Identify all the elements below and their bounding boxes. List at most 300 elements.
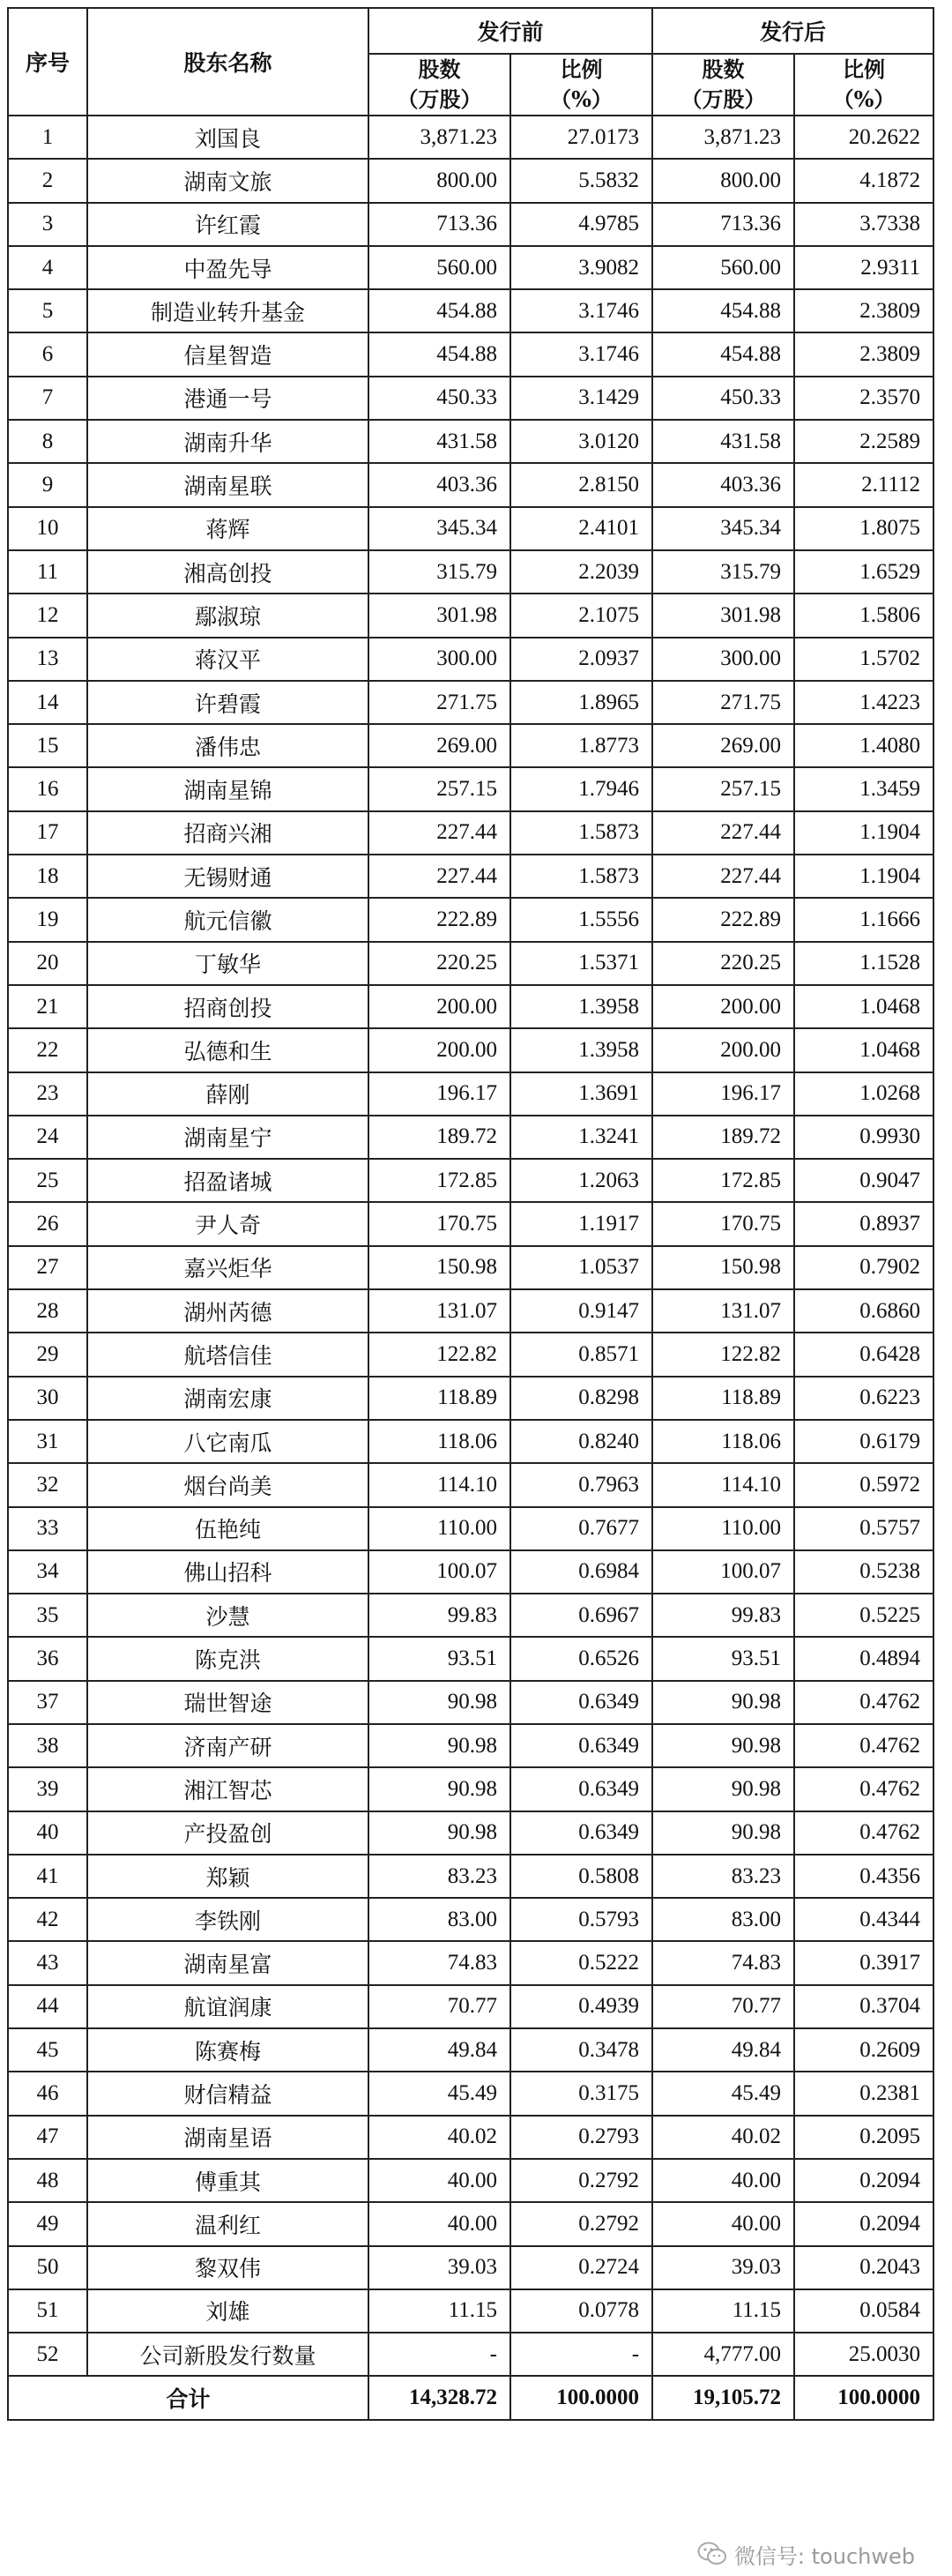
after-ratio: 0.9047 (794, 1159, 933, 1202)
after-ratio: 1.0468 (794, 1028, 933, 1071)
shareholder-name: 无锡财通 (87, 855, 368, 898)
after-ratio: 0.4356 (794, 1855, 933, 1898)
shareholder-name: 湖南星锦 (87, 767, 368, 810)
row-index: 19 (8, 898, 87, 941)
row-index: 35 (8, 1594, 87, 1637)
shareholder-name: 薛刚 (87, 1072, 368, 1116)
table-row (8, 550, 933, 594)
after-shares: 93.51 (652, 1637, 794, 1680)
before-shares: 800.00 (368, 159, 510, 202)
shareholder-name: 许红霞 (87, 203, 368, 246)
total-row (8, 2376, 933, 2420)
table-row (8, 1594, 933, 1637)
row-index: 1 (8, 116, 87, 159)
after-ratio: 0.6860 (794, 1289, 933, 1333)
table-row (8, 1289, 933, 1333)
after-ratio: 1.1904 (794, 855, 933, 898)
row-index: 14 (8, 681, 87, 724)
shareholder-name: 湖南星富 (87, 1941, 368, 1984)
shareholder-name: 烟台尚美 (87, 1463, 368, 1506)
row-index: 26 (8, 1202, 87, 1245)
after-ratio: 0.4344 (794, 1898, 933, 1941)
after-shares: 150.98 (652, 1246, 794, 1289)
after-shares: 301.98 (652, 594, 794, 637)
after-shares: 227.44 (652, 811, 794, 855)
table-row (8, 1463, 933, 1506)
wechat-icon (697, 2541, 727, 2567)
row-index: 10 (8, 507, 87, 550)
before-shares: 131.07 (368, 1289, 510, 1333)
after-ratio: 1.0468 (794, 985, 933, 1028)
row-index: 34 (8, 1550, 87, 1594)
before-shares: - (368, 2333, 510, 2376)
table-row (8, 1202, 933, 1245)
after-shares: 49.84 (652, 2028, 794, 2072)
header-after-shares (652, 54, 794, 116)
before-shares: 40.02 (368, 2116, 510, 2159)
before-shares: 454.88 (368, 289, 510, 332)
header-index: 序号 (8, 8, 87, 116)
before-ratio: 1.5556 (510, 898, 652, 941)
row-index: 8 (8, 420, 87, 463)
before-ratio: 0.5222 (510, 1941, 652, 1984)
after-ratio: 1.5806 (794, 594, 933, 637)
before-shares: 118.89 (368, 1377, 510, 1420)
before-ratio: 0.0778 (510, 2289, 652, 2333)
before-shares: 403.36 (368, 463, 510, 506)
table-row (8, 1246, 933, 1289)
table-row (8, 1941, 933, 1984)
after-ratio: 1.4080 (794, 724, 933, 767)
before-shares: 90.98 (368, 1724, 510, 1767)
after-ratio: 0.6223 (794, 1377, 933, 1420)
after-shares: 315.79 (652, 550, 794, 594)
after-shares: 90.98 (652, 1767, 794, 1811)
before-shares: 170.75 (368, 1202, 510, 1245)
after-ratio: 2.9311 (794, 246, 933, 289)
after-ratio: 0.2095 (794, 2116, 933, 2159)
table-row (8, 1637, 933, 1680)
before-shares: 90.98 (368, 1811, 510, 1855)
after-shares: 90.98 (652, 1724, 794, 1767)
after-shares: 40.00 (652, 2202, 794, 2245)
after-shares: 196.17 (652, 1072, 794, 1116)
row-index: 24 (8, 1116, 87, 1159)
before-shares: 90.98 (368, 1767, 510, 1811)
after-shares: 200.00 (652, 985, 794, 1028)
before-ratio: 1.2063 (510, 1159, 652, 1202)
row-index: 6 (8, 332, 87, 376)
before-ratio: 3.1746 (510, 289, 652, 332)
before-shares: 83.23 (368, 1855, 510, 1898)
table-row (8, 377, 933, 420)
after-ratio: 0.6428 (794, 1333, 933, 1376)
after-ratio: 0.4762 (794, 1811, 933, 1855)
shareholder-name: 刘雄 (87, 2289, 368, 2333)
row-index: 45 (8, 2028, 87, 2072)
after-shares: 3,871.23 (652, 116, 794, 159)
before-shares: 11.15 (368, 2289, 510, 2333)
header-ratio-label: 比例 (843, 56, 886, 82)
row-index: 27 (8, 1246, 87, 1289)
after-shares: 172.85 (652, 1159, 794, 1202)
table-row (8, 1028, 933, 1071)
after-ratio: 1.1904 (794, 811, 933, 855)
shareholder-name: 湖州芮德 (87, 1289, 368, 1333)
before-ratio: 2.2039 (510, 550, 652, 594)
after-shares: 83.23 (652, 1855, 794, 1898)
after-ratio: 0.3704 (794, 1985, 933, 2028)
header-after-ratio (794, 54, 933, 116)
table-row (8, 246, 933, 289)
table-row (8, 1072, 933, 1116)
table-row (8, 1550, 933, 1594)
shareholder-name: 陈克洪 (87, 1637, 368, 1680)
table-row (8, 1724, 933, 1767)
before-ratio: 2.8150 (510, 463, 652, 506)
table-row (8, 638, 933, 681)
before-shares: 189.72 (368, 1116, 510, 1159)
shareholder-name: 中盈先导 (87, 246, 368, 289)
shareholder-name: 招商兴湘 (87, 811, 368, 855)
table-row (8, 1377, 933, 1420)
watermark (697, 2538, 915, 2570)
before-shares: 99.83 (368, 1594, 510, 1637)
shareholder-name: 航谊润康 (87, 1985, 368, 2028)
after-shares: 220.25 (652, 942, 794, 985)
table-row (8, 1898, 933, 1941)
after-ratio: 0.3917 (794, 1941, 933, 1984)
after-ratio: 1.1528 (794, 942, 933, 985)
table-row (8, 2289, 933, 2333)
table-row (8, 2116, 933, 2159)
table-row (8, 2159, 933, 2202)
row-index: 17 (8, 811, 87, 855)
after-ratio: 20.2622 (794, 116, 933, 159)
after-shares: 200.00 (652, 1028, 794, 1071)
table-row (8, 2246, 933, 2289)
table-row (8, 1855, 933, 1898)
before-ratio: 1.3958 (510, 985, 652, 1028)
after-shares: 450.33 (652, 377, 794, 420)
table-row (8, 1507, 933, 1550)
after-ratio: 0.0584 (794, 2289, 933, 2333)
row-index: 23 (8, 1072, 87, 1116)
table-row (8, 463, 933, 506)
row-index: 15 (8, 724, 87, 767)
before-shares: 200.00 (368, 1028, 510, 1071)
before-shares: 315.79 (368, 550, 510, 594)
after-shares: 40.00 (652, 2159, 794, 2202)
after-shares: 131.07 (652, 1289, 794, 1333)
row-index: 5 (8, 289, 87, 332)
row-index: 18 (8, 855, 87, 898)
before-ratio: 1.3691 (510, 1072, 652, 1116)
before-ratio: 0.8240 (510, 1420, 652, 1463)
table-row (8, 985, 933, 1028)
table-row (8, 811, 933, 855)
after-shares: 110.00 (652, 1507, 794, 1550)
after-shares: 74.83 (652, 1941, 794, 1984)
row-index: 32 (8, 1463, 87, 1506)
shareholder-name: 弘德和生 (87, 1028, 368, 1071)
after-shares: 189.72 (652, 1116, 794, 1159)
shareholder-name: 伍艳纯 (87, 1507, 368, 1550)
row-index: 16 (8, 767, 87, 810)
row-index: 4 (8, 246, 87, 289)
row-index: 50 (8, 2246, 87, 2289)
row-index: 3 (8, 203, 87, 246)
before-shares: 227.44 (368, 855, 510, 898)
shareholder-name: 沙慧 (87, 1594, 368, 1637)
before-ratio: 3.9082 (510, 246, 652, 289)
row-index: 2 (8, 159, 87, 202)
before-ratio: 0.6984 (510, 1550, 652, 1594)
after-ratio: 0.4762 (794, 1767, 933, 1811)
table-row (8, 681, 933, 724)
table-row (8, 332, 933, 376)
shareholder-name: 湘江智芯 (87, 1767, 368, 1811)
header-shareholder-name: 股东名称 (87, 8, 368, 116)
before-shares: 200.00 (368, 985, 510, 1028)
before-shares: 3,871.23 (368, 116, 510, 159)
shareholder-name: 济南产研 (87, 1724, 368, 1767)
before-ratio: 1.1917 (510, 1202, 652, 1245)
shareholder-name: 佛山招科 (87, 1550, 368, 1594)
before-shares: 227.44 (368, 811, 510, 855)
row-index: 48 (8, 2159, 87, 2202)
after-shares: 118.06 (652, 1420, 794, 1463)
table-row (8, 1767, 933, 1811)
after-ratio: 0.4762 (794, 1681, 933, 1724)
shareholder-name: 湘高创投 (87, 550, 368, 594)
before-shares: 90.98 (368, 1681, 510, 1724)
after-ratio: 1.6529 (794, 550, 933, 594)
before-shares: 300.00 (368, 638, 510, 681)
after-ratio: 3.7338 (794, 203, 933, 246)
after-shares: 713.36 (652, 203, 794, 246)
row-index: 36 (8, 1637, 87, 1680)
shareholder-name: 丁敏华 (87, 942, 368, 985)
after-ratio: 1.0268 (794, 1072, 933, 1116)
before-shares: 74.83 (368, 1941, 510, 1984)
header-after-issuance: 发行后 (652, 8, 933, 54)
table-row (8, 507, 933, 550)
after-ratio: 0.5238 (794, 1550, 933, 1594)
shareholder-table-container (7, 7, 933, 2421)
shareholder-name: 温利红 (87, 2202, 368, 2245)
after-ratio: 4.1872 (794, 159, 933, 202)
before-ratio: 3.1429 (510, 377, 652, 420)
before-shares: 271.75 (368, 681, 510, 724)
after-shares: 40.02 (652, 2116, 794, 2159)
after-shares: 345.34 (652, 507, 794, 550)
table-row (8, 1985, 933, 2028)
after-ratio: 2.3809 (794, 332, 933, 376)
before-shares: 122.82 (368, 1333, 510, 1376)
before-ratio: 0.6526 (510, 1637, 652, 1680)
after-ratio: 0.5757 (794, 1507, 933, 1550)
shareholder-name: 潘伟忠 (87, 724, 368, 767)
table-row (8, 2028, 933, 2072)
header-shares-label: 股数 (418, 56, 461, 82)
after-ratio: 1.5702 (794, 638, 933, 681)
before-shares: 301.98 (368, 594, 510, 637)
before-ratio: 0.8571 (510, 1333, 652, 1376)
shareholder-name: 湖南星联 (87, 463, 368, 506)
row-index: 29 (8, 1333, 87, 1376)
after-ratio: 0.5972 (794, 1463, 933, 1506)
after-ratio: 0.2043 (794, 2246, 933, 2289)
before-shares: 45.49 (368, 2072, 510, 2115)
before-shares: 220.25 (368, 942, 510, 985)
after-shares: 560.00 (652, 246, 794, 289)
before-shares: 100.07 (368, 1550, 510, 1594)
after-shares: 403.36 (652, 463, 794, 506)
row-index: 28 (8, 1289, 87, 1333)
after-shares: 90.98 (652, 1811, 794, 1855)
total-after-shares: 19,105.72 (652, 2376, 794, 2420)
before-ratio: 1.3958 (510, 1028, 652, 1071)
after-shares: 800.00 (652, 159, 794, 202)
after-ratio: 1.1666 (794, 898, 933, 941)
before-shares: 49.84 (368, 2028, 510, 2072)
before-ratio: 0.5808 (510, 1855, 652, 1898)
table-row (8, 2202, 933, 2245)
shareholder-name: 傅重其 (87, 2159, 368, 2202)
after-shares: 170.75 (652, 1202, 794, 1245)
after-ratio: 0.8937 (794, 1202, 933, 1245)
before-shares: 196.17 (368, 1072, 510, 1116)
table-row (8, 724, 933, 767)
shareholder-name: 陈赛梅 (87, 2028, 368, 2072)
row-index: 25 (8, 1159, 87, 1202)
shareholder-name: 湖南宏康 (87, 1377, 368, 1420)
table-row (8, 1811, 933, 1855)
shareholder-name: 蒋辉 (87, 507, 368, 550)
before-ratio: 0.3175 (510, 2072, 652, 2115)
after-ratio: 2.2589 (794, 420, 933, 463)
before-ratio: 4.9785 (510, 203, 652, 246)
before-ratio: 0.6349 (510, 1681, 652, 1724)
shareholder-name: 八它南瓜 (87, 1420, 368, 1463)
before-ratio: - (510, 2333, 652, 2376)
before-shares: 172.85 (368, 1159, 510, 1202)
table-row (8, 942, 933, 985)
after-shares: 257.15 (652, 767, 794, 810)
after-shares: 99.83 (652, 1594, 794, 1637)
shareholder-name: 信星智造 (87, 332, 368, 376)
before-shares: 118.06 (368, 1420, 510, 1463)
table-row (8, 855, 933, 898)
row-index: 30 (8, 1377, 87, 1420)
shareholder-name: 蒋汉平 (87, 638, 368, 681)
shareholder-name: 制造业转升基金 (87, 289, 368, 332)
after-ratio: 1.4223 (794, 681, 933, 724)
table-row (8, 1116, 933, 1159)
after-ratio: 1.3459 (794, 767, 933, 810)
before-ratio: 1.0537 (510, 1246, 652, 1289)
before-ratio: 2.4101 (510, 507, 652, 550)
before-ratio: 3.0120 (510, 420, 652, 463)
shareholder-name: 港通一号 (87, 377, 368, 420)
before-shares: 257.15 (368, 767, 510, 810)
before-shares: 560.00 (368, 246, 510, 289)
before-shares: 83.00 (368, 1898, 510, 1941)
before-ratio: 0.9147 (510, 1289, 652, 1333)
header-ratio-unit: （%） (832, 86, 896, 112)
after-ratio: 1.8075 (794, 507, 933, 550)
after-ratio: 0.2094 (794, 2159, 933, 2202)
before-ratio: 0.2792 (510, 2202, 652, 2245)
shareholder-name: 产投盈创 (87, 1811, 368, 1855)
before-shares: 150.98 (368, 1246, 510, 1289)
after-ratio: 2.3570 (794, 377, 933, 420)
row-index: 51 (8, 2289, 87, 2333)
after-shares: 100.07 (652, 1550, 794, 1594)
after-shares: 118.89 (652, 1377, 794, 1420)
before-ratio: 1.5873 (510, 855, 652, 898)
shareholder-name: 招商创投 (87, 985, 368, 1028)
row-index: 9 (8, 463, 87, 506)
after-shares: 122.82 (652, 1333, 794, 1376)
after-ratio: 0.2381 (794, 2072, 933, 2115)
shareholder-name: 李铁刚 (87, 1898, 368, 1941)
shareholder-name: 湖南文旅 (87, 159, 368, 202)
row-index: 40 (8, 1811, 87, 1855)
before-ratio: 0.2724 (510, 2246, 652, 2289)
table-row (8, 159, 933, 202)
before-ratio: 0.7963 (510, 1463, 652, 1506)
shareholder-name: 黎双伟 (87, 2246, 368, 2289)
before-shares: 431.58 (368, 420, 510, 463)
shareholder-name: 许碧霞 (87, 681, 368, 724)
before-shares: 93.51 (368, 1637, 510, 1680)
header-before-issuance: 发行前 (368, 8, 652, 54)
row-index: 47 (8, 2116, 87, 2159)
row-index: 20 (8, 942, 87, 985)
row-index: 21 (8, 985, 87, 1028)
after-shares: 83.00 (652, 1898, 794, 1941)
row-index: 52 (8, 2333, 87, 2376)
table-row (8, 2072, 933, 2115)
total-after-ratio: 100.0000 (794, 2376, 933, 2420)
after-ratio: 0.5225 (794, 1594, 933, 1637)
before-ratio: 0.5793 (510, 1898, 652, 1941)
table-body (8, 116, 933, 2376)
row-index: 42 (8, 1898, 87, 1941)
after-shares: 70.77 (652, 1985, 794, 2028)
before-ratio: 1.5371 (510, 942, 652, 985)
before-ratio: 1.7946 (510, 767, 652, 810)
after-shares: 90.98 (652, 1681, 794, 1724)
shareholder-name: 鄢淑琼 (87, 594, 368, 637)
before-ratio: 2.0937 (510, 638, 652, 681)
table-row (8, 1159, 933, 1202)
before-shares: 454.88 (368, 332, 510, 376)
shareholder-name: 湖南升华 (87, 420, 368, 463)
shareholder-name: 瑞世智途 (87, 1681, 368, 1724)
after-ratio: 25.0030 (794, 2333, 933, 2376)
table-row (8, 594, 933, 637)
row-index: 7 (8, 377, 87, 420)
table-row (8, 1420, 933, 1463)
total-before-shares: 14,328.72 (368, 2376, 510, 2420)
after-shares: 222.89 (652, 898, 794, 941)
after-ratio: 0.4762 (794, 1724, 933, 1767)
before-shares: 713.36 (368, 203, 510, 246)
row-index: 43 (8, 1941, 87, 1984)
